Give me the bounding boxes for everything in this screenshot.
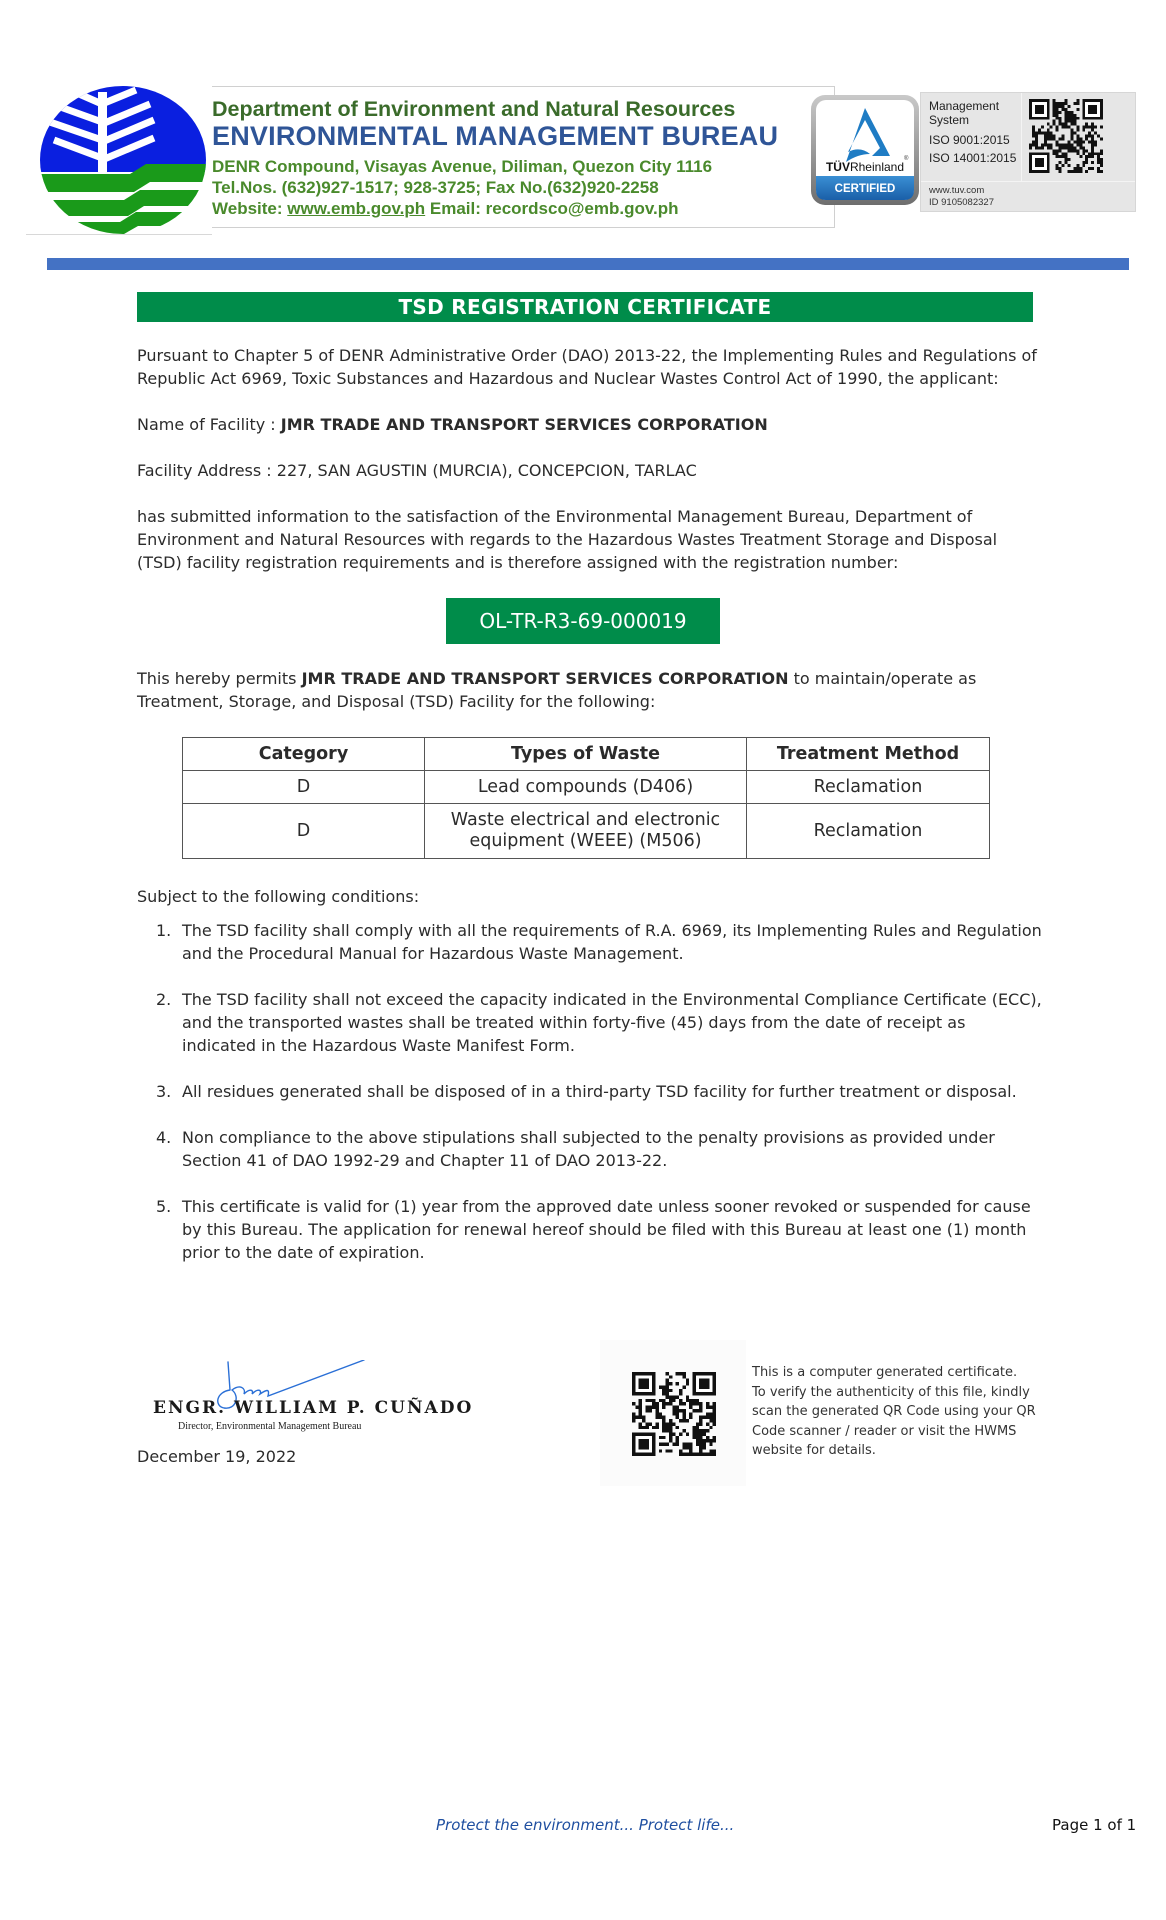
condition-text: The TSD facility shall comply with all the requirements of R.A. 6969, its Implementing Rules and Regulation and the Procedural Manual for Hazardous Waste Management. xyxy=(182,921,1042,963)
facility-name-line xyxy=(137,413,1037,436)
email-address: recordsco@emb.gov.ph xyxy=(485,199,679,218)
qr-code-icon xyxy=(1029,99,1103,173)
permit-facility-name: JMR TRADE AND TRANSPORT SERVICES CORPORATION xyxy=(301,669,789,688)
tuv-certified-badge-icon xyxy=(810,94,920,206)
cell-waste-type: Waste electrical and electronic equipment (WEEE) (M506) xyxy=(425,804,747,859)
svg-text:CERTIFIED: CERTIFIED xyxy=(834,183,896,195)
condition-number: 2. xyxy=(156,990,172,1009)
facility-address-line xyxy=(137,459,1037,482)
condition-item xyxy=(156,988,1042,1057)
condition-item xyxy=(156,1080,1042,1103)
cell-treatment-method: Reclamation xyxy=(747,771,990,804)
verification-qr-code[interactable] xyxy=(600,1340,746,1486)
letterhead xyxy=(26,84,1134,236)
table-row xyxy=(183,771,990,804)
condition-text: The TSD facility shall not exceed the capacity indicated in the Environmental Compliance Certificate (ECC), and the transported wastes shall be treated within forty-five (45) days from the date of receipt as indicated in the Hazardous Waste Manifest Form. xyxy=(182,990,1042,1055)
cell-category: D xyxy=(183,771,425,804)
footer-motto: Protect the environment... Protect life... xyxy=(436,1816,735,1834)
column-header-types-of-waste: Types of Waste xyxy=(425,738,747,771)
permit-prefix: This hereby permits xyxy=(137,669,302,688)
tuv-id: ID 9105082327 xyxy=(929,197,994,208)
condition-item xyxy=(156,1195,1042,1264)
condition-text: Non compliance to the above stipulations shall subjected to the penalty provisions as provided under Section 41 of DAO 1992-29 and Chapter 11 of DAO 2013-22. xyxy=(182,1128,995,1170)
website-label: Website: xyxy=(212,199,288,218)
permit-paragraph xyxy=(137,667,1037,713)
table-row xyxy=(183,804,990,859)
signatory-name: ENGR. WILLIAM P. CUÑADO xyxy=(153,1398,474,1418)
column-header-category: Category xyxy=(183,738,425,771)
condition-text: All residues generated shall be disposed of in a third-party TSD facility for further treatment or disposal. xyxy=(182,1082,1017,1101)
facility-address-label: Facility Address : xyxy=(137,461,277,480)
column-header-treatment-method: Treatment Method xyxy=(747,738,990,771)
cell-treatment-method: Reclamation xyxy=(747,804,990,859)
facility-address: 227, SAN AGUSTIN (MURCIA), CONCEPCION, TARLAC xyxy=(276,461,697,480)
submission-paragraph: has submitted information to the satisfaction of the Environmental Management Bureau, Department of Environment and Natural Resources with regards to the Hazardous Wastes Treatment Storage and Disposal (TSD) facility registration requirements and is therefore assigned with the registration number: xyxy=(137,507,998,572)
page-number: Page 1 of 1 xyxy=(1052,1816,1137,1834)
condition-item xyxy=(156,919,1042,965)
condition-number: 5. xyxy=(156,1197,172,1216)
panel-divider xyxy=(921,181,1135,182)
iso-14001-label: ISO 14001:2015 xyxy=(929,151,1017,165)
condition-number: 1. xyxy=(156,921,172,940)
condition-text: This certificate is valid for (1) year from the approved date unless sooner revoked or suspended for cause by this Bureau. The application for renewal hereof should be filed with this Bureau at least one (1) month prior to the date of expiration. xyxy=(182,1197,1031,1262)
verification-line-1: This is a computer generated certificate. xyxy=(752,1365,1018,1380)
registration-number: OL-TR-R3-69-000019 xyxy=(446,598,720,644)
verification-note xyxy=(752,1363,1042,1461)
logo-underline xyxy=(26,234,212,235)
iso-9001-label: ISO 9001:2015 xyxy=(929,133,1010,147)
bureau-address: DENR Compound, Visayas Avenue, Diliman, Quezon City 1116 xyxy=(212,157,713,176)
verification-line-2: To verify the authenticity of this file, kindly scan the generated QR Code using your QR Code scanner / reader or visit the HWMS website for details. xyxy=(752,1384,1036,1458)
condition-item xyxy=(156,1126,1042,1172)
qr-code-icon xyxy=(632,1372,716,1456)
tuv-url: www.tuv.com xyxy=(929,185,985,196)
table-header-row xyxy=(183,738,990,771)
svg-text:TÜVRheinland: TÜVRheinland xyxy=(825,160,905,174)
bureau-telephone: Tel.Nos. (632)927-1517; 928-3725; Fax No.(632)920-2258 xyxy=(212,178,659,197)
permit-suffix: to maintain/operate as Treatment, Storage, and Disposal (TSD) Facility for the following: xyxy=(137,669,977,711)
signatory-title: Director, Environmental Management Bureau xyxy=(178,1421,362,1432)
cell-category: D xyxy=(183,804,425,859)
conditions-intro: Subject to the following conditions: xyxy=(137,887,420,906)
facility-name-label: Name of Facility : xyxy=(137,415,281,434)
tuv-info-panel xyxy=(920,92,1136,212)
bureau-contact xyxy=(212,199,679,219)
condition-number: 3. xyxy=(156,1082,172,1101)
condition-number: 4. xyxy=(156,1128,172,1147)
svg-text:®: ® xyxy=(904,156,909,162)
header-rule xyxy=(47,258,1129,270)
website-link[interactable]: www.emb.gov.ph xyxy=(287,199,426,218)
bureau-name: ENVIRONMENTAL MANAGEMENT BUREAU xyxy=(212,121,779,151)
email-label: Email: xyxy=(425,199,486,218)
intro-paragraph: Pursuant to Chapter 5 of DENR Administrative Order (DAO) 2013-22, the Implementing Rules and Regulations of Republic Act 6969, Toxic Substances and Hazardous and Nuclear Wastes Control Act of 1990, the applicant: xyxy=(137,346,1037,388)
issue-date: December 19, 2022 xyxy=(137,1447,297,1466)
panel-divider xyxy=(1021,93,1022,181)
cell-waste-type: Lead compounds (D406) xyxy=(425,771,747,804)
certificate-title: TSD REGISTRATION CERTIFICATE xyxy=(137,292,1033,322)
denr-logo-icon xyxy=(38,84,208,234)
department-name: Department of Environment and Natural Resources xyxy=(212,97,736,121)
facility-name: JMR TRADE AND TRANSPORT SERVICES CORPORATION xyxy=(280,415,768,434)
management-system-label: Management System xyxy=(929,99,1000,127)
waste-table xyxy=(182,737,990,859)
letterhead-text xyxy=(212,86,835,228)
